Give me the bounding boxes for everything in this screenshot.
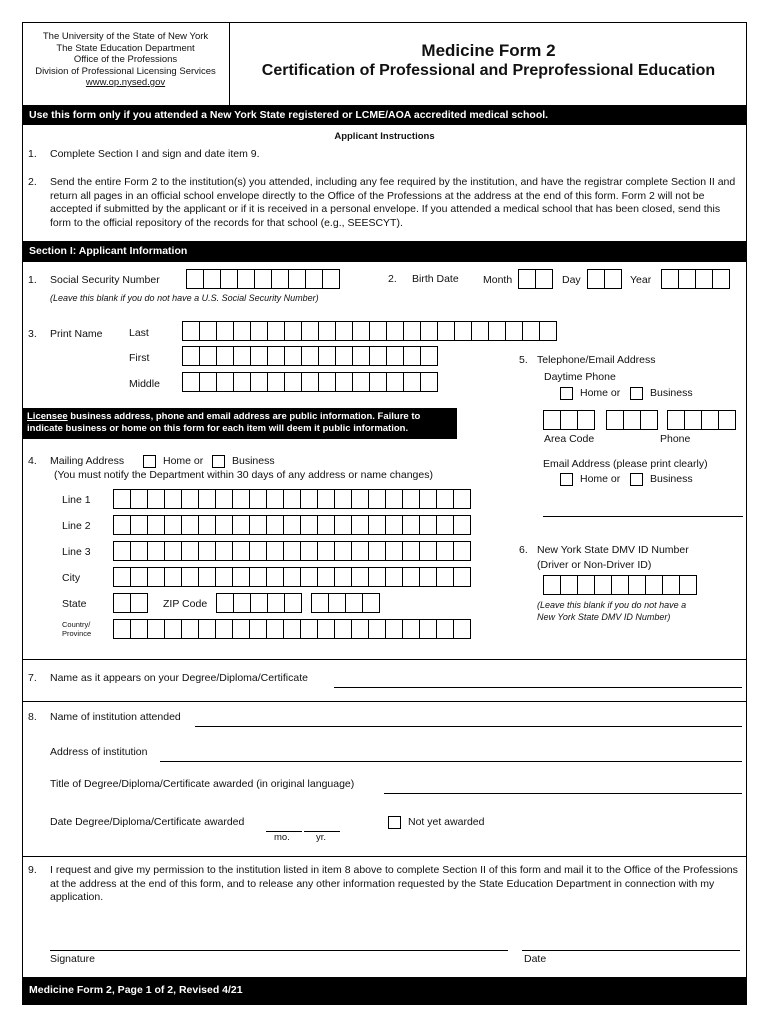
month-boxes[interactable] [518,269,552,289]
form-title: Medicine Form 2 [421,41,556,60]
phone-home-checkbox[interactable] [560,387,573,400]
ssn-label: Social Security Number [50,274,160,286]
city-boxes[interactable] [113,567,470,587]
licensee-text-2: indicate business or home on this form for each item will deem it public information. [27,423,409,434]
signature-line[interactable] [50,950,508,951]
item-number: 8. [28,711,37,723]
line3-label: Line 3 [62,546,91,558]
zip-boxes[interactable] [216,593,301,613]
state-label: State [62,598,87,610]
phone-business-label: Business [650,387,693,399]
not-yet-awarded-label: Not yet awarded [408,816,485,828]
degree-title-line[interactable] [384,793,742,794]
ssn-note: (Leave this blank if you do not have a U.S. Social Security Number) [50,293,319,303]
phone-business-checkbox[interactable] [630,387,643,400]
email-line[interactable] [543,516,743,517]
email-business-checkbox[interactable] [630,473,643,486]
first-name-boxes[interactable] [182,346,437,366]
instruction-2: Send the entire Form 2 to the institution(s) you attended, including any fee required by the institution, and have the registrar complete Section II and return all pages in an official school envelope directly to the Office of the Professions at the address at the end of this form. Form 2 will not be accepted if submitted by the applicant or if it is received in a personal envelope. If you attended a medical school that has been closed, send this form to the official repository of the records for that school (e.g., SEESCYT). [50,176,736,229]
item-number: 2. [388,273,397,285]
divider [22,856,747,857]
licensee-text: business address, phone and email address are public information. Failure to [67,411,421,422]
item-number: 4. [28,455,37,467]
last-name-label: Last [129,327,149,339]
email-label: Email Address (please print clearly) [543,458,708,470]
degree-date-label: Date Degree/Diploma/Certificate awarded [50,816,245,828]
instructions-title: Applicant Instructions [334,131,435,142]
degree-title-label: Title of Degree/Diploma/Certificate awarded (in original language) [50,778,355,790]
phone-email-label: Telephone/Email Address [537,354,656,366]
footer-bar: Medicine Form 2, Page 1 of 2, Revised 4/21 [22,977,747,1005]
zip-label: ZIP Code [163,598,208,610]
agency-line: The State Education Department [56,42,195,54]
dmv-note-1: (Leave this blank if you do not have a [537,600,687,610]
year-boxes[interactable] [661,269,729,289]
licensee-word: Licensee [27,411,68,422]
mailing-note: (You must notify the Department within 30 days of any address or name changes) [54,469,433,481]
middle-name-boxes[interactable] [182,372,437,392]
item-number: 5. [519,354,528,366]
month-label: Month [483,274,513,286]
year-label: Year [630,274,652,286]
mail-home-label: Home or [163,455,204,467]
divider [22,701,747,702]
state-boxes[interactable] [113,593,147,613]
mail-business-checkbox[interactable] [212,455,225,468]
country-boxes[interactable] [113,619,470,639]
phone-label: Phone [660,433,691,445]
phone-line-boxes[interactable] [667,410,735,430]
permission-text: I request and give my permission to the institution listed in item 8 above to complete Section II of this form and mail it to the Office of the Professions at the address at the end of this form, and to release any other information requested by the State Education Department in connection with my application. [50,864,738,903]
country-label-1: Country/ [62,620,91,629]
dmv-label: New York State DMV ID Number [537,544,689,556]
email-business-label: Business [650,473,693,485]
phone-prefix-boxes[interactable] [606,410,657,430]
item-number: 9. [28,864,37,876]
licensee-notice [22,408,457,439]
zip-plus4-boxes[interactable] [311,593,379,613]
area-code-boxes[interactable] [543,410,594,430]
phone-home-label: Home or [580,387,621,399]
line2-boxes[interactable] [113,515,470,535]
website-link[interactable]: www.op.nysed.gov [85,77,166,88]
degree-name-line[interactable] [334,687,742,688]
agency-block [22,22,230,105]
mail-business-label: Business [232,455,275,467]
date-label: Date [524,953,547,965]
institution-label: Name of institution attended [50,711,181,723]
first-name-label: First [129,352,150,364]
month-caption: mo. [274,832,290,843]
dmv-note [537,599,686,623]
not-yet-awarded-checkbox[interactable] [388,816,401,829]
agency-line: The University of the State of New York [42,31,209,42]
divider [22,659,747,660]
notice-bar: Use this form only if you attended a New York State registered or LCME/AOA accredited medical school. [22,105,747,125]
mail-home-checkbox[interactable] [143,455,156,468]
institution-address-line[interactable] [160,761,742,762]
email-home-label: Home or [580,473,621,485]
daytime-phone-label: Daytime Phone [544,371,616,383]
day-label: Day [562,274,581,286]
print-name-label: Print Name [50,328,103,340]
ssn-boxes[interactable] [186,269,339,289]
line1-label: Line 1 [62,494,91,506]
instruction-1: Complete Section I and sign and date item 9. [50,148,260,160]
country-label-2: Province [62,629,92,638]
email-home-checkbox[interactable] [560,473,573,486]
form-subtitle: Certification of Professional and Preprofessional Education [261,62,716,79]
year-caption: yr. [316,832,327,843]
last-name-boxes[interactable] [182,321,556,341]
title-block [230,22,747,105]
birth-date-label: Birth Date [412,273,459,285]
item-number: 7. [28,672,37,684]
area-code-label: Area Code [544,433,595,445]
section-1-bar: Section I: Applicant Information [22,241,747,262]
item-number: 6. [519,544,528,556]
institution-line[interactable] [195,726,742,727]
form-frame [22,22,747,1005]
signature-label: Signature [50,953,95,965]
mailing-address-label: Mailing Address [50,455,125,467]
item-number: 1. [28,274,37,286]
instruction-number: 1. [28,148,37,160]
line2-label: Line 2 [62,520,91,532]
degree-name-label: Name as it appears on your Degree/Diploma/Certificate [50,672,308,684]
dmv-sub-label: (Driver or Non-Driver ID) [537,559,652,571]
agency-line: Division of Professional Licensing Services [35,65,216,77]
dmv-note-2: New York State DMV ID Number) [537,612,671,622]
middle-name-label: Middle [129,378,160,390]
item-number: 3. [28,328,37,340]
date-line[interactable] [522,950,740,951]
institution-address-label: Address of institution [50,746,148,758]
line1-boxes[interactable] [113,489,470,509]
agency-line: Office of the Professions [73,54,178,65]
day-boxes[interactable] [587,269,621,289]
line3-boxes[interactable] [113,541,470,561]
country-label [62,620,91,638]
dmv-boxes[interactable] [543,575,696,595]
city-label: City [62,572,81,584]
instruction-number: 2. [28,176,37,188]
